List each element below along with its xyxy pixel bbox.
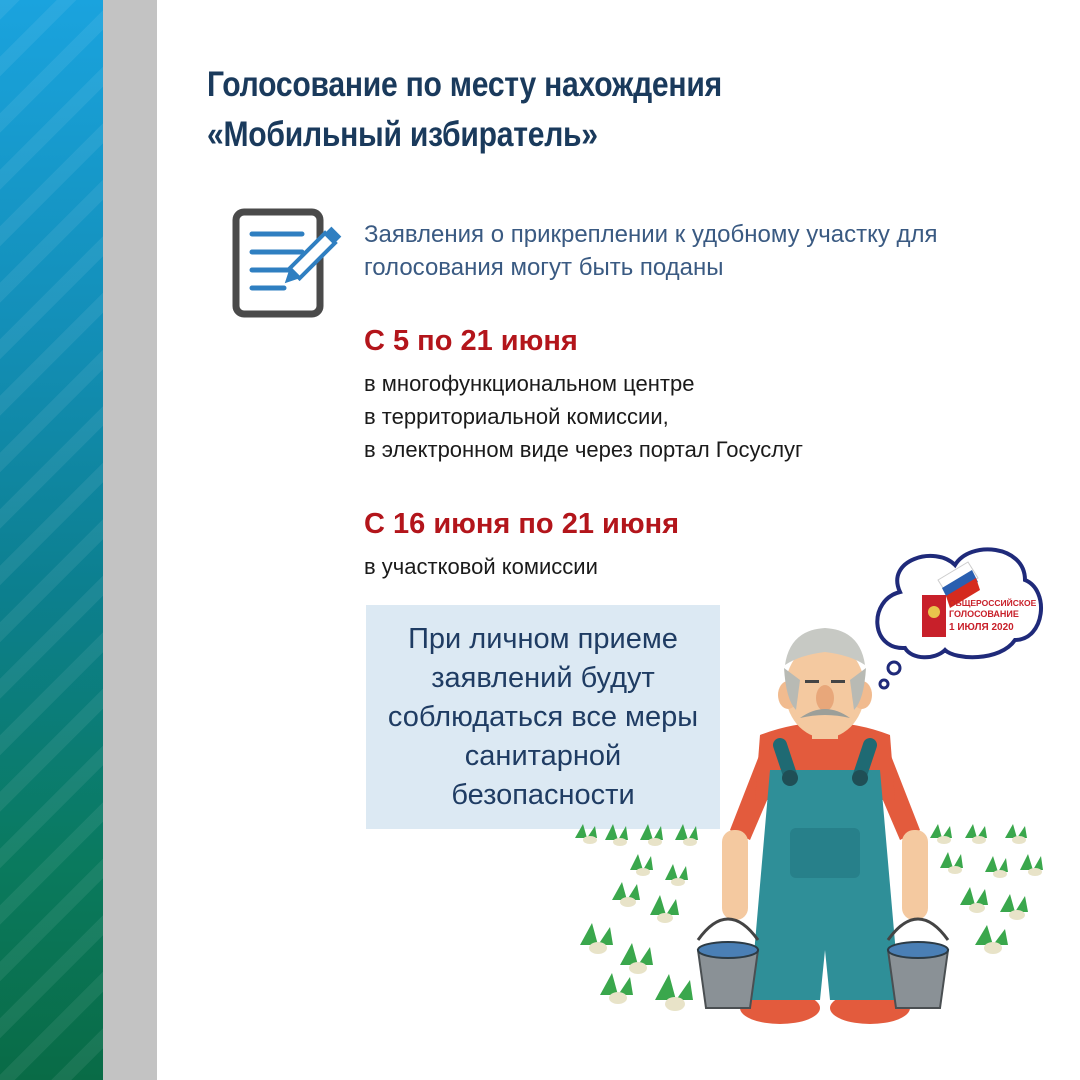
document-pencil-icon — [232, 208, 342, 318]
left-grey-band — [103, 0, 157, 1080]
gardener-illustration — [560, 540, 1080, 1080]
period-1-date: С 5 по 21 июня — [364, 325, 578, 357]
page-title — [207, 60, 722, 160]
bucket-left — [698, 919, 758, 1008]
title-line-1: Голосование по месту нахождения — [207, 65, 722, 104]
left-gradient-band — [0, 0, 103, 1080]
title-line-2: «Мобильный избиратель» — [207, 115, 598, 154]
period-1-places — [364, 367, 803, 466]
logo-line-2: ГОЛОСОВАНИЕ — [949, 609, 1019, 619]
bucket-right — [888, 919, 948, 1008]
logo-line-1: ОБЩЕРОССИЙСКОЕ — [949, 598, 1037, 608]
sanitary-note-text: При личном приеме заявлений будут соблюдаться все меры санитарной безопасности — [387, 622, 699, 811]
place-territorial-commission: в территориальной комиссии, — [364, 404, 669, 429]
place-gosuslugi: в электронном виде через портал Госуслуг — [364, 437, 804, 462]
period-2-date: С 16 июня по 21 июня — [364, 508, 680, 540]
place-mfc: в многофункциональном центре — [364, 371, 695, 396]
intro-text: Заявления о прикреплении к удобному участку для голосования могут быть поданы — [364, 221, 938, 281]
place-precinct-commission: в участковой комиссии — [364, 554, 598, 579]
gardener-figure — [698, 628, 948, 1024]
logo-line-3: 1 ИЮЛЯ 2020 — [949, 622, 1014, 633]
